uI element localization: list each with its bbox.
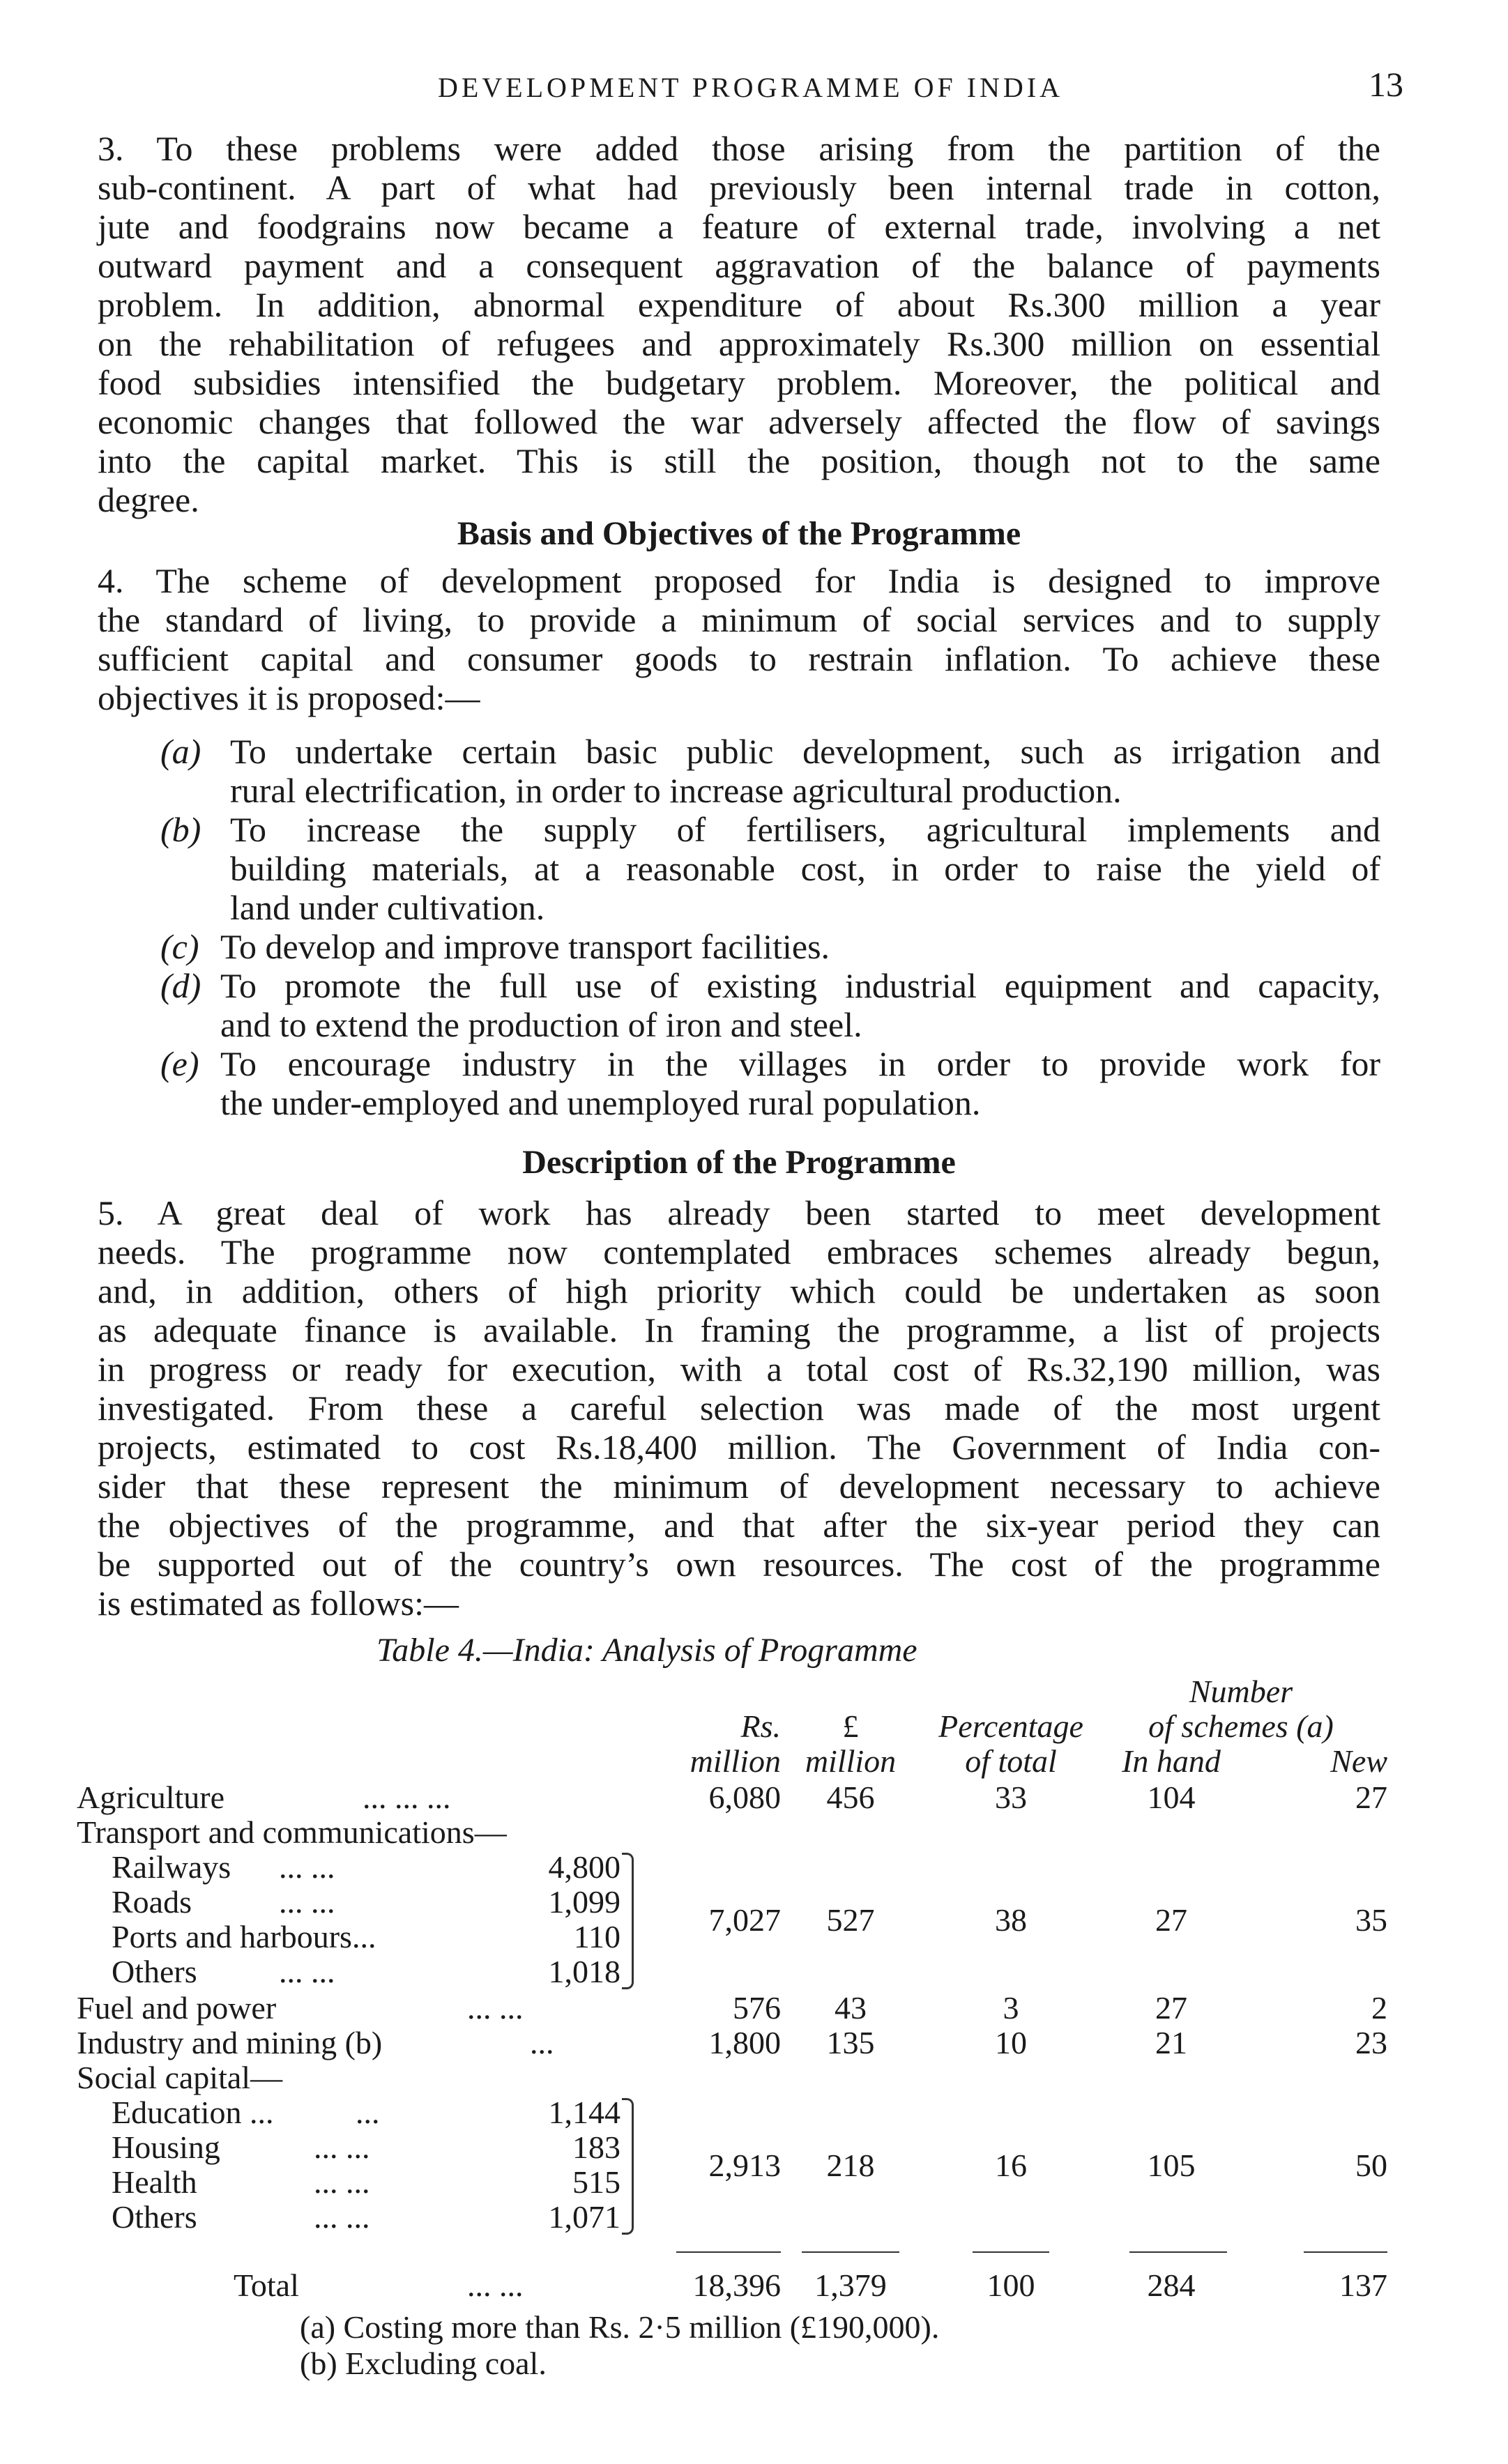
para-line: and, in addition, others of high priority which could be undertaken as soon	[98, 1271, 1380, 1310]
objective-line: To develop and improve transport facilities.	[220, 927, 830, 966]
programme-table	[77, 1673, 1401, 2303]
paragraph-5	[98, 1193, 1380, 1623]
objective-line: To increase the supply of fertilisers, agricultural implements and	[230, 810, 1380, 849]
col-header-schemes: of schemes (a)	[1148, 1708, 1334, 1744]
objective-label: (e)	[160, 1044, 199, 1083]
total-rule	[973, 2251, 1049, 2253]
sub-label-others: Others	[112, 1954, 197, 1989]
objective-line: land under cultivation.	[230, 888, 545, 927]
leader-dots: ... ...	[314, 2129, 370, 2165]
cell-pct: 38	[995, 1902, 1027, 1938]
col-header-gbp-unit: million	[805, 1743, 897, 1779]
para-line: on the rehabilitation of refugees and approximately Rs.300 million on essential	[98, 324, 1380, 363]
para-line: outward payment and a consequent aggravation of the balance of payments	[98, 246, 1380, 285]
cell-pct: 100	[987, 2267, 1035, 2303]
cell-gbp: 218	[826, 2148, 875, 2183]
para-line: sub-continent. A part of what had previously been internal trade in cotton,	[98, 168, 1380, 207]
objective-d	[160, 966, 1380, 1044]
sub-value: 1,071	[548, 2199, 620, 2235]
cell-gbp: 456	[826, 1780, 875, 1815]
leader-dots: ... ...	[279, 1884, 335, 1920]
cell-new: 2	[1371, 1990, 1387, 2026]
para-line: needs. The programme now contemplated embraces schemes already begun,	[98, 1232, 1380, 1271]
leader-dots: ... ...	[279, 1849, 335, 1885]
row-label-transport: Transport and communications—	[77, 1814, 507, 1850]
cell-new: 27	[1355, 1780, 1387, 1815]
paragraph-3	[98, 129, 1380, 519]
sub-value: 110	[573, 1919, 620, 1954]
cell-in-hand: 104	[1147, 1780, 1196, 1815]
objective-label: (a)	[160, 732, 201, 771]
cell-new: 35	[1355, 1902, 1387, 1938]
leader-dots: ... ...	[467, 2267, 524, 2303]
cell-in-hand: 27	[1155, 1902, 1187, 1938]
sub-value: 515	[572, 2164, 620, 2200]
para-line: projects, estimated to cost Rs.18,400 million. The Government of India con-	[98, 1428, 1380, 1467]
objective-line: To undertake certain basic public development, such as irrigation and	[230, 732, 1380, 771]
objective-c	[160, 927, 1380, 966]
para-line: the standard of living, to provide a minimum of social services and to supply	[98, 600, 1380, 639]
col-header-rs: Rs.	[740, 1708, 781, 1744]
sub-value: 4,800	[548, 1849, 620, 1885]
objective-label: (b)	[160, 810, 201, 849]
para-line: problem. In addition, abnormal expenditure of about Rs.300 million a year	[98, 285, 1380, 324]
objective-line: the under-employed and unemployed rural population.	[220, 1083, 981, 1122]
para-line: 4. The scheme of development proposed for India is designed to improve	[98, 561, 1380, 600]
cell-gbp: 1,379	[814, 2267, 887, 2303]
footnote-a: (a) Costing more than Rs. 2·5 million (£190,000).	[300, 2309, 940, 2345]
total-rule	[802, 2251, 899, 2253]
para-line: jute and foodgrains now became a feature of external trade, involving a net	[98, 207, 1380, 246]
para-line: in progress or ready for execution, with a total cost of Rs.32,190 million, was	[98, 1349, 1380, 1388]
col-header-percentage: Percentage	[938, 1708, 1083, 1744]
objective-b	[160, 810, 1380, 927]
sub-label-ports: Ports and harbours...	[112, 1919, 376, 1954]
page-number: 13	[1369, 65, 1403, 104]
cell-new: 50	[1355, 2148, 1387, 2183]
leader-dots: ... ... ...	[363, 1780, 451, 1815]
cell-in-hand: 284	[1147, 2267, 1196, 2303]
para-line: investigated. From these a careful selection was made of the most urgent	[98, 1388, 1380, 1428]
total-rule	[1129, 2251, 1227, 2253]
row-label-fuel: Fuel and power	[77, 1990, 277, 2026]
objective-line: To encourage industry in the villages in order to provide work for	[220, 1044, 1380, 1083]
sub-label-roads: Roads	[112, 1884, 192, 1920]
para-line: objectives it is proposed:—	[98, 678, 480, 717]
para-line: 3. To these problems were added those arising from the partition of the	[98, 129, 1380, 168]
leader-dots: ...	[356, 2095, 380, 2130]
objective-e	[160, 1044, 1380, 1122]
sub-value: 1,018	[548, 1954, 620, 1989]
leader-dots: ...	[530, 2025, 554, 2060]
page-header	[98, 64, 1403, 113]
objective-line: and to extend the production of iron and steel.	[220, 1005, 862, 1044]
cell-pct: 16	[995, 2148, 1027, 2183]
cell-gbp: 135	[826, 2025, 875, 2060]
cell-gbp: 527	[826, 1902, 875, 1938]
row-label-social: Social capital—	[77, 2060, 283, 2095]
section-heading-basis: Basis and Objectives of the Programme	[457, 515, 1021, 552]
leader-dots: ... ...	[314, 2164, 370, 2200]
cell-pct: 3	[1003, 1990, 1019, 2026]
sub-label-education: Education ...	[112, 2095, 274, 2130]
para-line: sufficient capital and consumer goods to restrain inflation. To achieve these	[98, 639, 1380, 678]
para-line: be supported out of the country’s own resources. The cost of the programme	[98, 1545, 1380, 1584]
objective-label: (c)	[160, 927, 199, 966]
paragraph-4	[98, 561, 1380, 717]
cell-in-hand: 105	[1147, 2148, 1196, 2183]
objective-label: (d)	[160, 966, 201, 1005]
objective-a	[160, 732, 1380, 810]
objective-line: rural electrification, in order to increase agricultural production.	[230, 771, 1122, 810]
col-header-rs-unit: million	[690, 1743, 781, 1779]
para-line: economic changes that followed the war adversely affected the flow of savings	[98, 402, 1380, 441]
sub-label-railways: Railways	[112, 1849, 231, 1885]
objective-line: building materials, at a reasonable cost, in order to raise the yield of	[230, 849, 1380, 888]
para-line: 5. A great deal of work has already been started to meet development	[98, 1193, 1380, 1232]
cell-rs: 576	[733, 1990, 781, 2026]
leader-dots: ... ...	[467, 1990, 524, 2026]
total-rule	[676, 2251, 781, 2253]
cell-in-hand: 27	[1155, 1990, 1187, 2026]
total-rule	[1304, 2251, 1387, 2253]
col-header-gbp: £	[842, 1708, 859, 1744]
col-header-in-hand: In hand	[1122, 1743, 1221, 1779]
footnote-b: (b) Excluding coal.	[300, 2346, 547, 2381]
leader-dots: ... ...	[279, 1954, 335, 1989]
sub-label-others: Others	[112, 2199, 197, 2235]
para-line: is estimated as follows:—	[98, 1584, 459, 1623]
table-caption: Table 4.—India: Analysis of Programme	[376, 1632, 917, 1669]
col-header-percentage-unit: of total	[965, 1743, 1057, 1779]
sub-value: 183	[572, 2129, 620, 2165]
cell-new: 23	[1355, 2025, 1387, 2060]
row-label-agriculture: Agriculture	[77, 1780, 225, 1815]
col-header-new: New	[1330, 1743, 1387, 1779]
brace	[622, 1853, 634, 1989]
sub-value: 1,144	[548, 2095, 620, 2130]
running-title: DEVELOPMENT PROGRAMME OF INDIA	[437, 72, 1064, 103]
row-label-total: Total	[234, 2267, 299, 2303]
cell-pct: 33	[995, 1780, 1027, 1815]
leader-dots: ... ...	[314, 2199, 370, 2235]
brace	[622, 2098, 634, 2235]
cell-rs: 7,027	[708, 1902, 781, 1938]
cell-in-hand: 21	[1155, 2025, 1187, 2060]
cell-new: 137	[1339, 2267, 1387, 2303]
para-line: sider that these represent the minimum of development necessary to achieve	[98, 1467, 1380, 1506]
para-line: food subsidies intensified the budgetary problem. Moreover, the political and	[98, 363, 1380, 402]
cell-rs: 6,080	[708, 1780, 781, 1815]
para-line: into the capital market. This is still the position, though not to the same	[98, 441, 1380, 480]
cell-rs: 1,800	[708, 2025, 781, 2060]
para-line: as adequate finance is available. In framing the programme, a list of projects	[98, 1310, 1380, 1349]
cell-gbp: 43	[835, 1990, 867, 2026]
row-label-industry: Industry and mining (b)	[77, 2025, 383, 2060]
para-line: degree.	[98, 480, 199, 519]
sub-label-health: Health	[112, 2164, 197, 2200]
cell-rs: 18,396	[692, 2267, 781, 2303]
cell-rs: 2,913	[708, 2148, 781, 2183]
objective-line: To promote the full use of existing industrial equipment and capacity,	[220, 966, 1380, 1005]
sub-value: 1,099	[548, 1884, 620, 1920]
section-heading-description: Description of the Programme	[522, 1144, 956, 1181]
cell-pct: 10	[995, 2025, 1027, 2060]
col-header-number: Number	[1189, 1674, 1293, 1709]
para-line: the objectives of the programme, and that after the six-year period they can	[98, 1506, 1380, 1545]
sub-label-housing: Housing	[112, 2129, 220, 2165]
